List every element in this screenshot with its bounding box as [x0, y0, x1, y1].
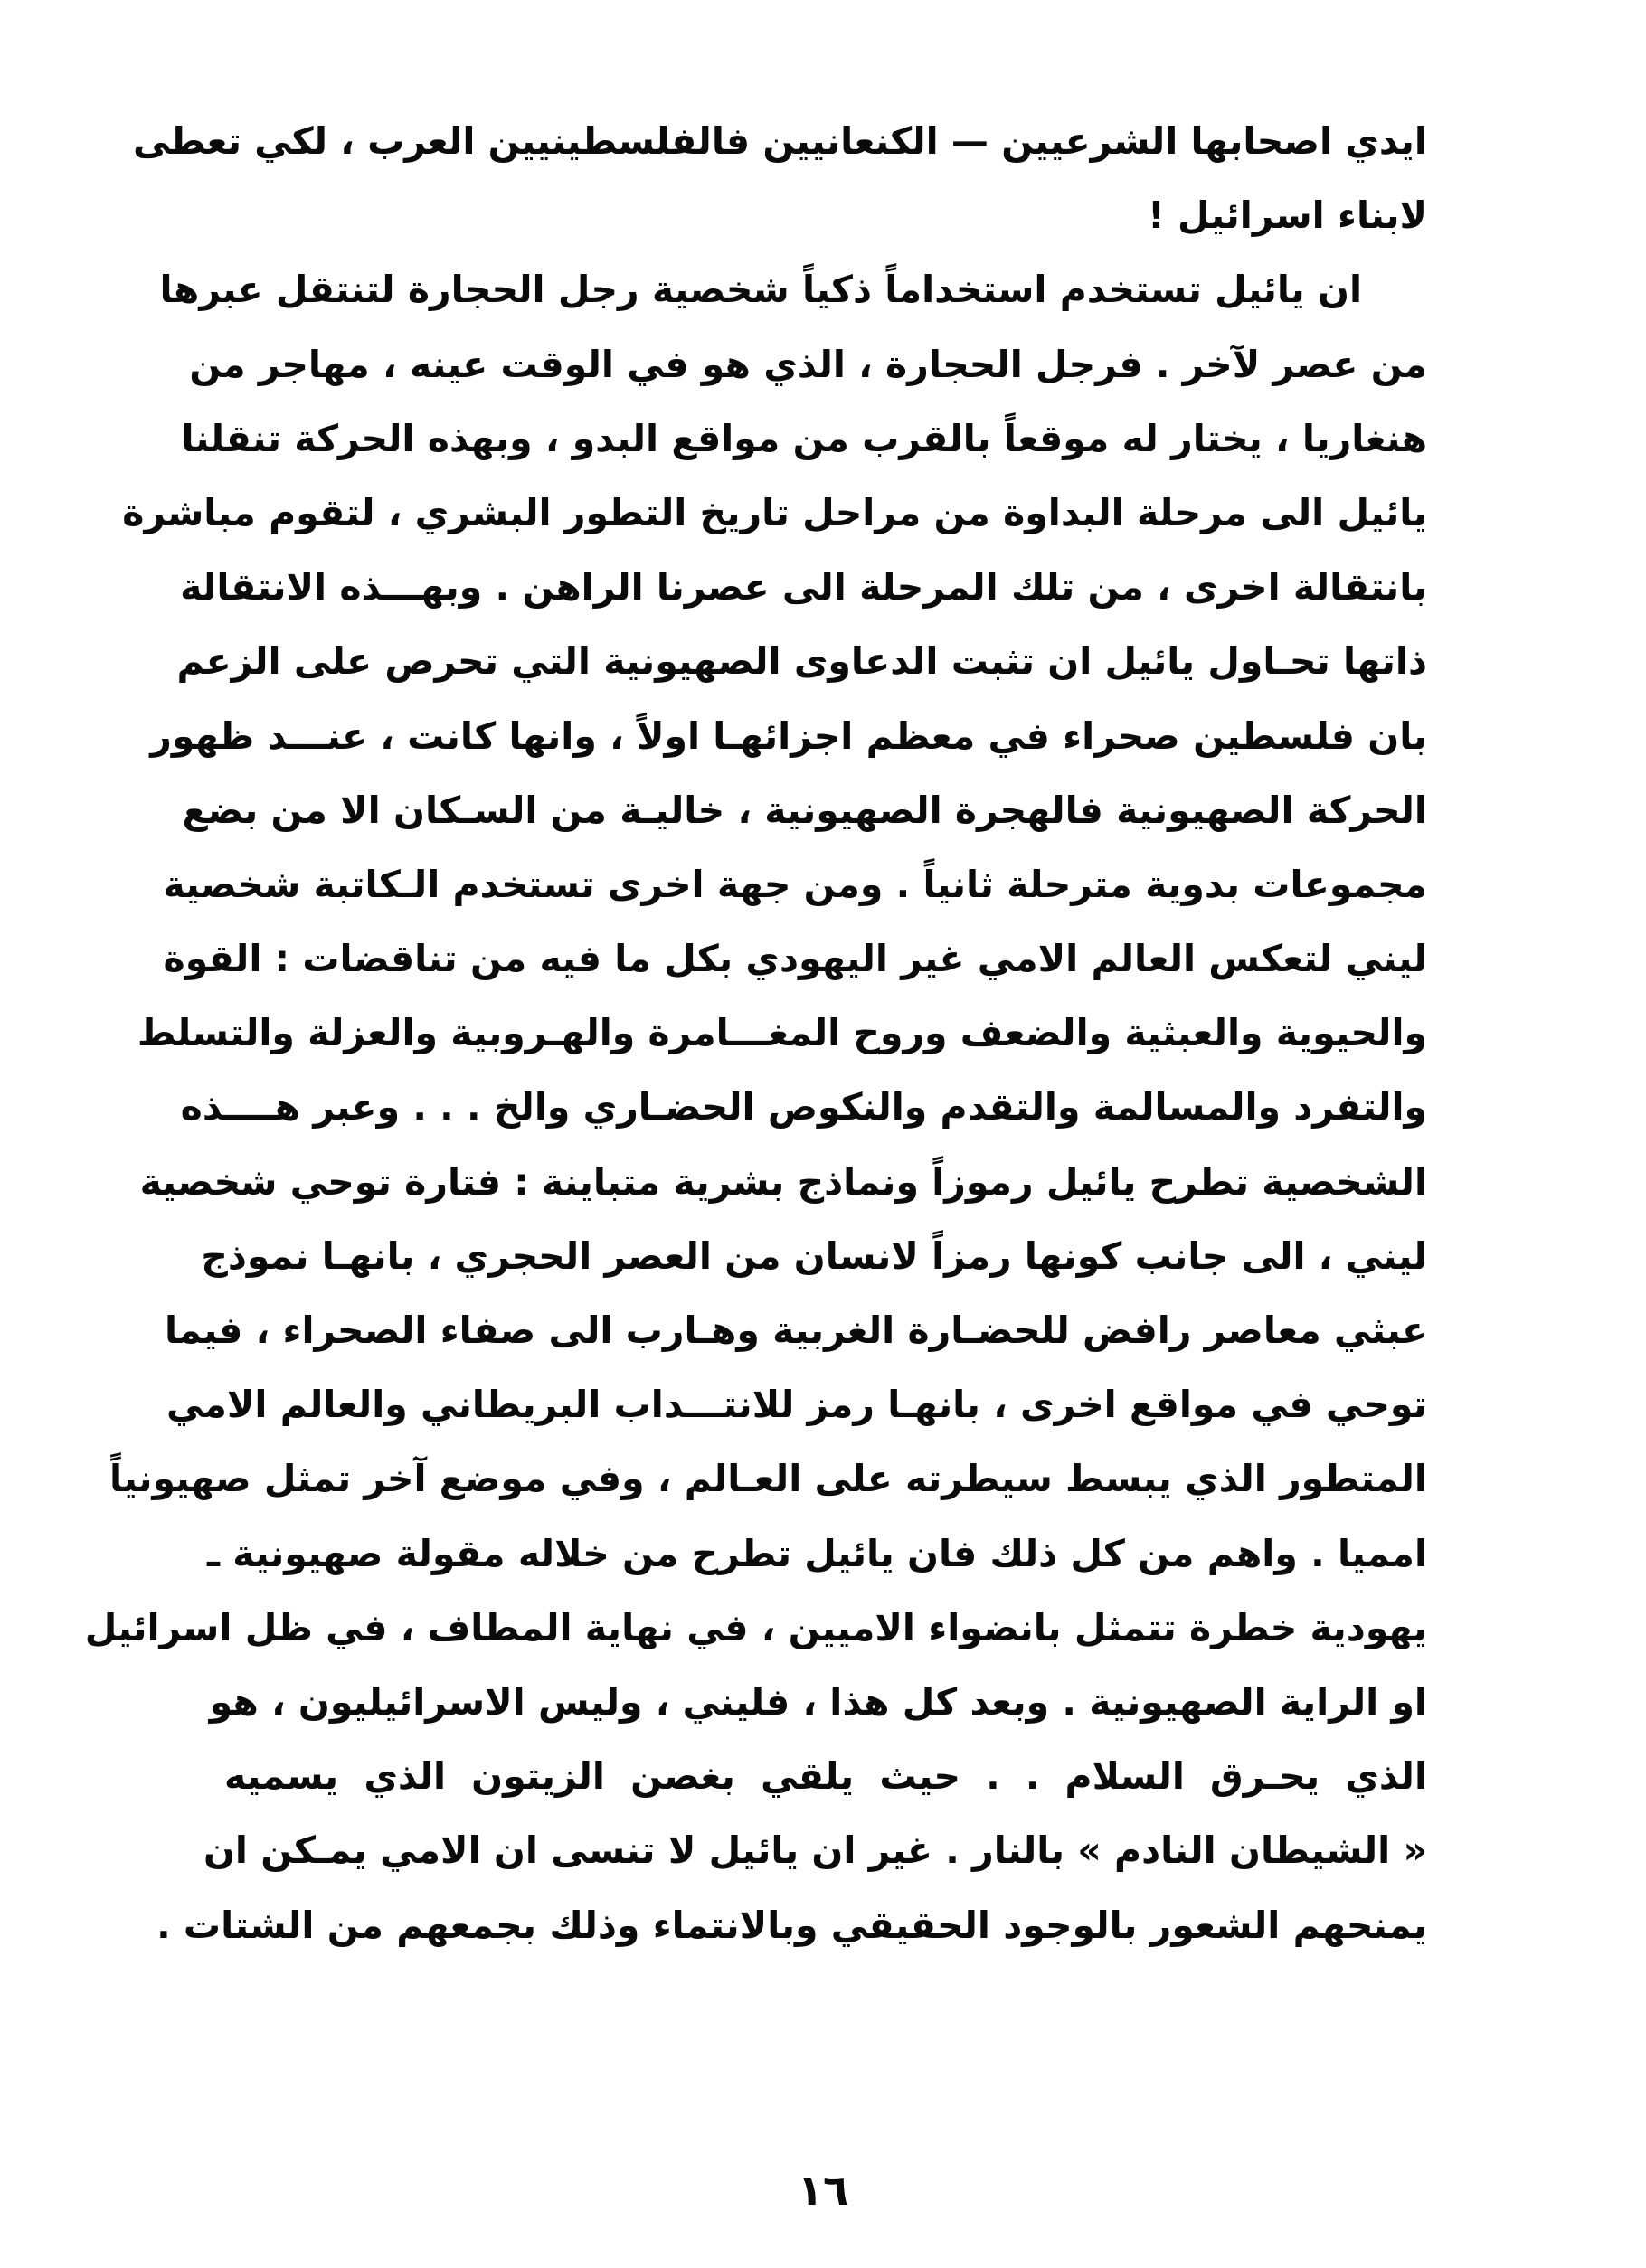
text-line: ليني ، الى جانب كونها رمزاً لانسان من العصر الحجري ، بانهـا نموذج	[201, 1233, 1427, 1278]
text-line: عبثي معاصر رافض للحضـارة الغربية وهـارب الى صفاء الصحراء ، فيما	[164, 1309, 1427, 1352]
text-line: يهودية خطرة تتمثل بانضواء الاميين ، في نهاية المطاف ، في ظل اسرائيل	[84, 1605, 1427, 1649]
text-line: ان يائيل تستخدم استخداماً ذكياً شخصية رجل الحجارة لتنتقل عبرها	[159, 268, 1362, 312]
text-line: لابناء اسرائيل !	[1148, 194, 1427, 238]
text-line: يائيل الى مرحلة البداوة من مراحل تاريخ التطور البشري ، لتقوم مباشرة	[122, 490, 1427, 534]
text-line: من عصر لآخر . فرجل الحجارة ، الذي هو في الوقت عينه ، مهاجر من	[189, 342, 1427, 386]
text-line: مجموعات بدوية مترحلة ثانياً . ومن جهة اخرى تستخدم الـكاتبة شخصية	[163, 862, 1427, 906]
text-line: هنغاريا ، يختار له موقعاً بالقرب من مواقع البدو ، وبهذه الحركة تنقلنا	[181, 416, 1427, 460]
text-line: الحركة الصهيونية فالهجرة الصهيونية ، خاليـة من السـكان الا من بضع	[182, 788, 1427, 832]
text-line: بانتقالة اخرى ، من تلك المرحلة الى عصرنا الراهن . وبهـــذه الانتقالة	[180, 565, 1427, 610]
text-line: توحي في مواقع اخرى ، بانهـا رمز للانتـــداب البريطاني والعالم الامي	[166, 1383, 1427, 1427]
text-line: بان فلسطين صحراء في معظم اجزائهـا اولاً ، وانها كانت ، عنـــد ظهور	[150, 713, 1427, 758]
text-line: الذي يحـرق السلام . . حيث يلقي بغصن الزيتون الذي يسميه	[224, 1754, 1427, 1799]
text-line: والتفرد والمسالمة والتقدم والنكوص الحضـاري والخ . . . وعبر هــــذه	[180, 1085, 1427, 1129]
text-line: ليني لتعكس العالم الامي غير اليهودي بكل ما فيه من تناقضات : القوة	[163, 937, 1427, 981]
text-line: المتطور الذي يبسط سيطرته على العـالم ، وفي موضع آخر تمثل صهيونياً	[109, 1457, 1427, 1501]
text-line: امميا . واهم من كل ذلك فان يائيل تطرح من خلاله مقولة صهيونية ـ	[207, 1531, 1427, 1575]
text-line: ايدي اصحابها الشرعيين — الكنعانيين فالفلسطينيين العرب ، لكي تعطى	[133, 119, 1427, 163]
text-line: والحيوية والعبثية والضعف وروح المغـــامرة والهـروبية والعزلة والتسلط	[137, 1011, 1427, 1055]
text-line: ذاتها تحـاول يائيل ان تثبت الدعاوى الصهيونية التي تحرص على الزعم	[176, 639, 1427, 684]
text-line: او الراية الصهيونية . وبعد كل هذا ، فليني ، وليس الاسرائيليون ، هو	[209, 1679, 1427, 1724]
text-line: الشخصية تطرح يائيل رموزاً ونماذج بشرية متباينة : فتارة توحي شخصية	[139, 1159, 1427, 1204]
text-line: « الشيطان النادم » بالنار . غير ان يائيل لا تنسى ان الامي يمـكن ان	[203, 1829, 1427, 1873]
page-number: ١٦	[797, 2166, 849, 2215]
text-line: يمنحهم الشعور بالوجود الحقيقي وبالانتماء وذلك بجمعهم من الشتات .	[156, 1903, 1427, 1947]
body-text	[84, 104, 1427, 1962]
